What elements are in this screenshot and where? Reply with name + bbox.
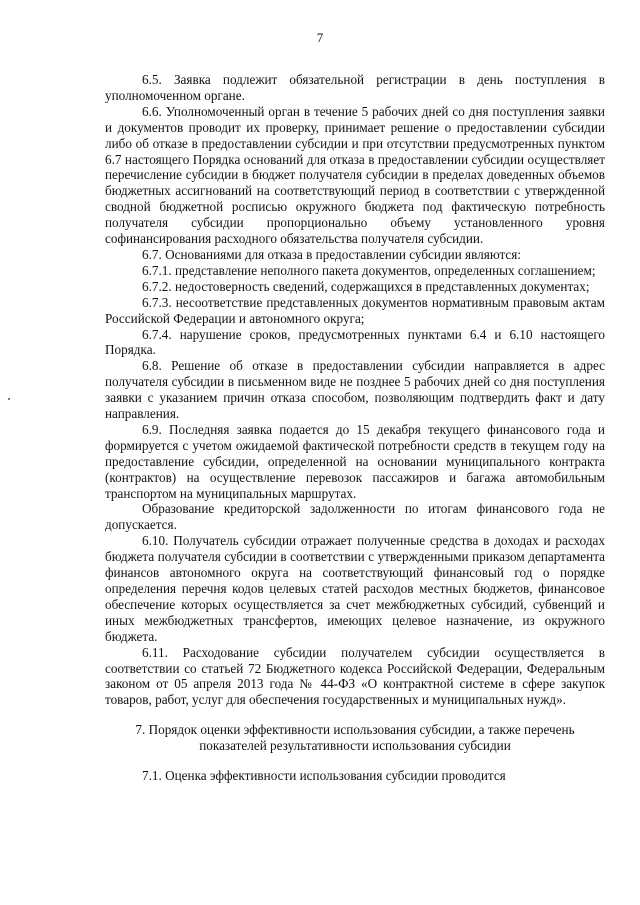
paragraph-7-1: 7.1. Оценка эффективности использования субсидии проводится [142,768,506,784]
paragraph-6-7-1: 6.7.1. представление неполного пакета документов, определенных соглашением; [142,262,596,278]
section-7-heading: 7. Порядок оценки эффективности использования субсидии, а также перечень показателей результативности использования субсидии [135,722,575,754]
page-number: 7 [316,30,324,45]
paragraph-6-7: 6.7. Основаниями для отказа в предоставлении субсидии являются: [142,246,522,262]
paragraph-creditor-debt: Образование кредиторской задолженности по итогам финансового года не допускается. [105,501,605,533]
paragraph-6-10: 6.10. Получатель субсидии отражает полученные средства в доходах и расходах бюджета получателя субсидии в соответствии с утвержденными приказом департамента финансов автономного округа на соответствующий финансовый год о порядке определения перечня кодов целевых статей расходов местных бюджетов, финансовое обеспечение которых осуществляется за счет межбюджетных субсидий, субвенций и иных межбюджетных трансфертов, имеющих целевое назначение, из окружного бюджета. [105,533,605,644]
paragraph-6-5: 6.5. Заявка подлежит обязательной регистрации в день поступления в уполномоченном органе. [105,72,605,103]
document-body [105,72,605,784]
paragraph-6-7-3: 6.7.3. несоответствие представленных документов нормативным правовым актам Российской Федерации и автономного округа; [105,294,605,326]
margin-speck [8,398,10,400]
paragraph-6-8: 6.8. Решение об отказе в предоставлении субсидии направляется в адрес получателя субсидии в письменном виде не позднее 5 рабочих дней со дня поступления заявки с указанием причин отказа способом, позволяющим подтвердить факт и дату направления. [105,358,605,422]
paragraph-6-6: 6.6. Уполномоченный орган в течение 5 рабочих дней со дня поступления заявки и документов проводит их проверку, принимает решение о предоставлении субсидии либо об отказе в предоставлении субсидии и при отсутствии предусмотренных пунктом 6.7 настоящего Порядка оснований для отказа в предоставлении субсидии осуществляет перечисление субсидии в бюджет получателя субсидии в пределах доведенных объемов бюджетных ассигнований на соответствующий период в соответствии с утвержденной сводной бюджетной росписью окружного бюджета под фактическую потребность получателя субсидии пропорционально объему установленного уровня софинансирования расходного обязательства получателя субсидии. [105,103,605,247]
paragraph-6-7-4: 6.7.4. нарушение сроков, предусмотренных пунктами 6.4 и 6.10 настоящего Порядка. [105,326,605,358]
paragraph-6-9: 6.9. Последняя заявка подается до 15 декабря текущего финансового года и формируется с учетом ожидаемой фактической потребности средств в текущем году на предоставление субсидии, определенной на основании муниципального контракта (контрактов) на осуществление перевозок пассажиров и багажа автомобильным транспортом на муниципальных маршрутах. [105,421,605,501]
paragraph-6-11: 6.11. Расходование субсидии получателем субсидии осуществляется в соответствии со статьей 72 Бюджетного кодекса Российской Федерации, Федеральным законом от 05 апреля 2013 года № 44-ФЗ «О контрактной системе в сфере закупок товаров, работ, услуг для обеспечения государственных и муниципальных нужд». [105,644,605,708]
paragraph-6-7-2: 6.7.2. недостоверность сведений, содержащихся в представленных документах; [142,278,590,294]
